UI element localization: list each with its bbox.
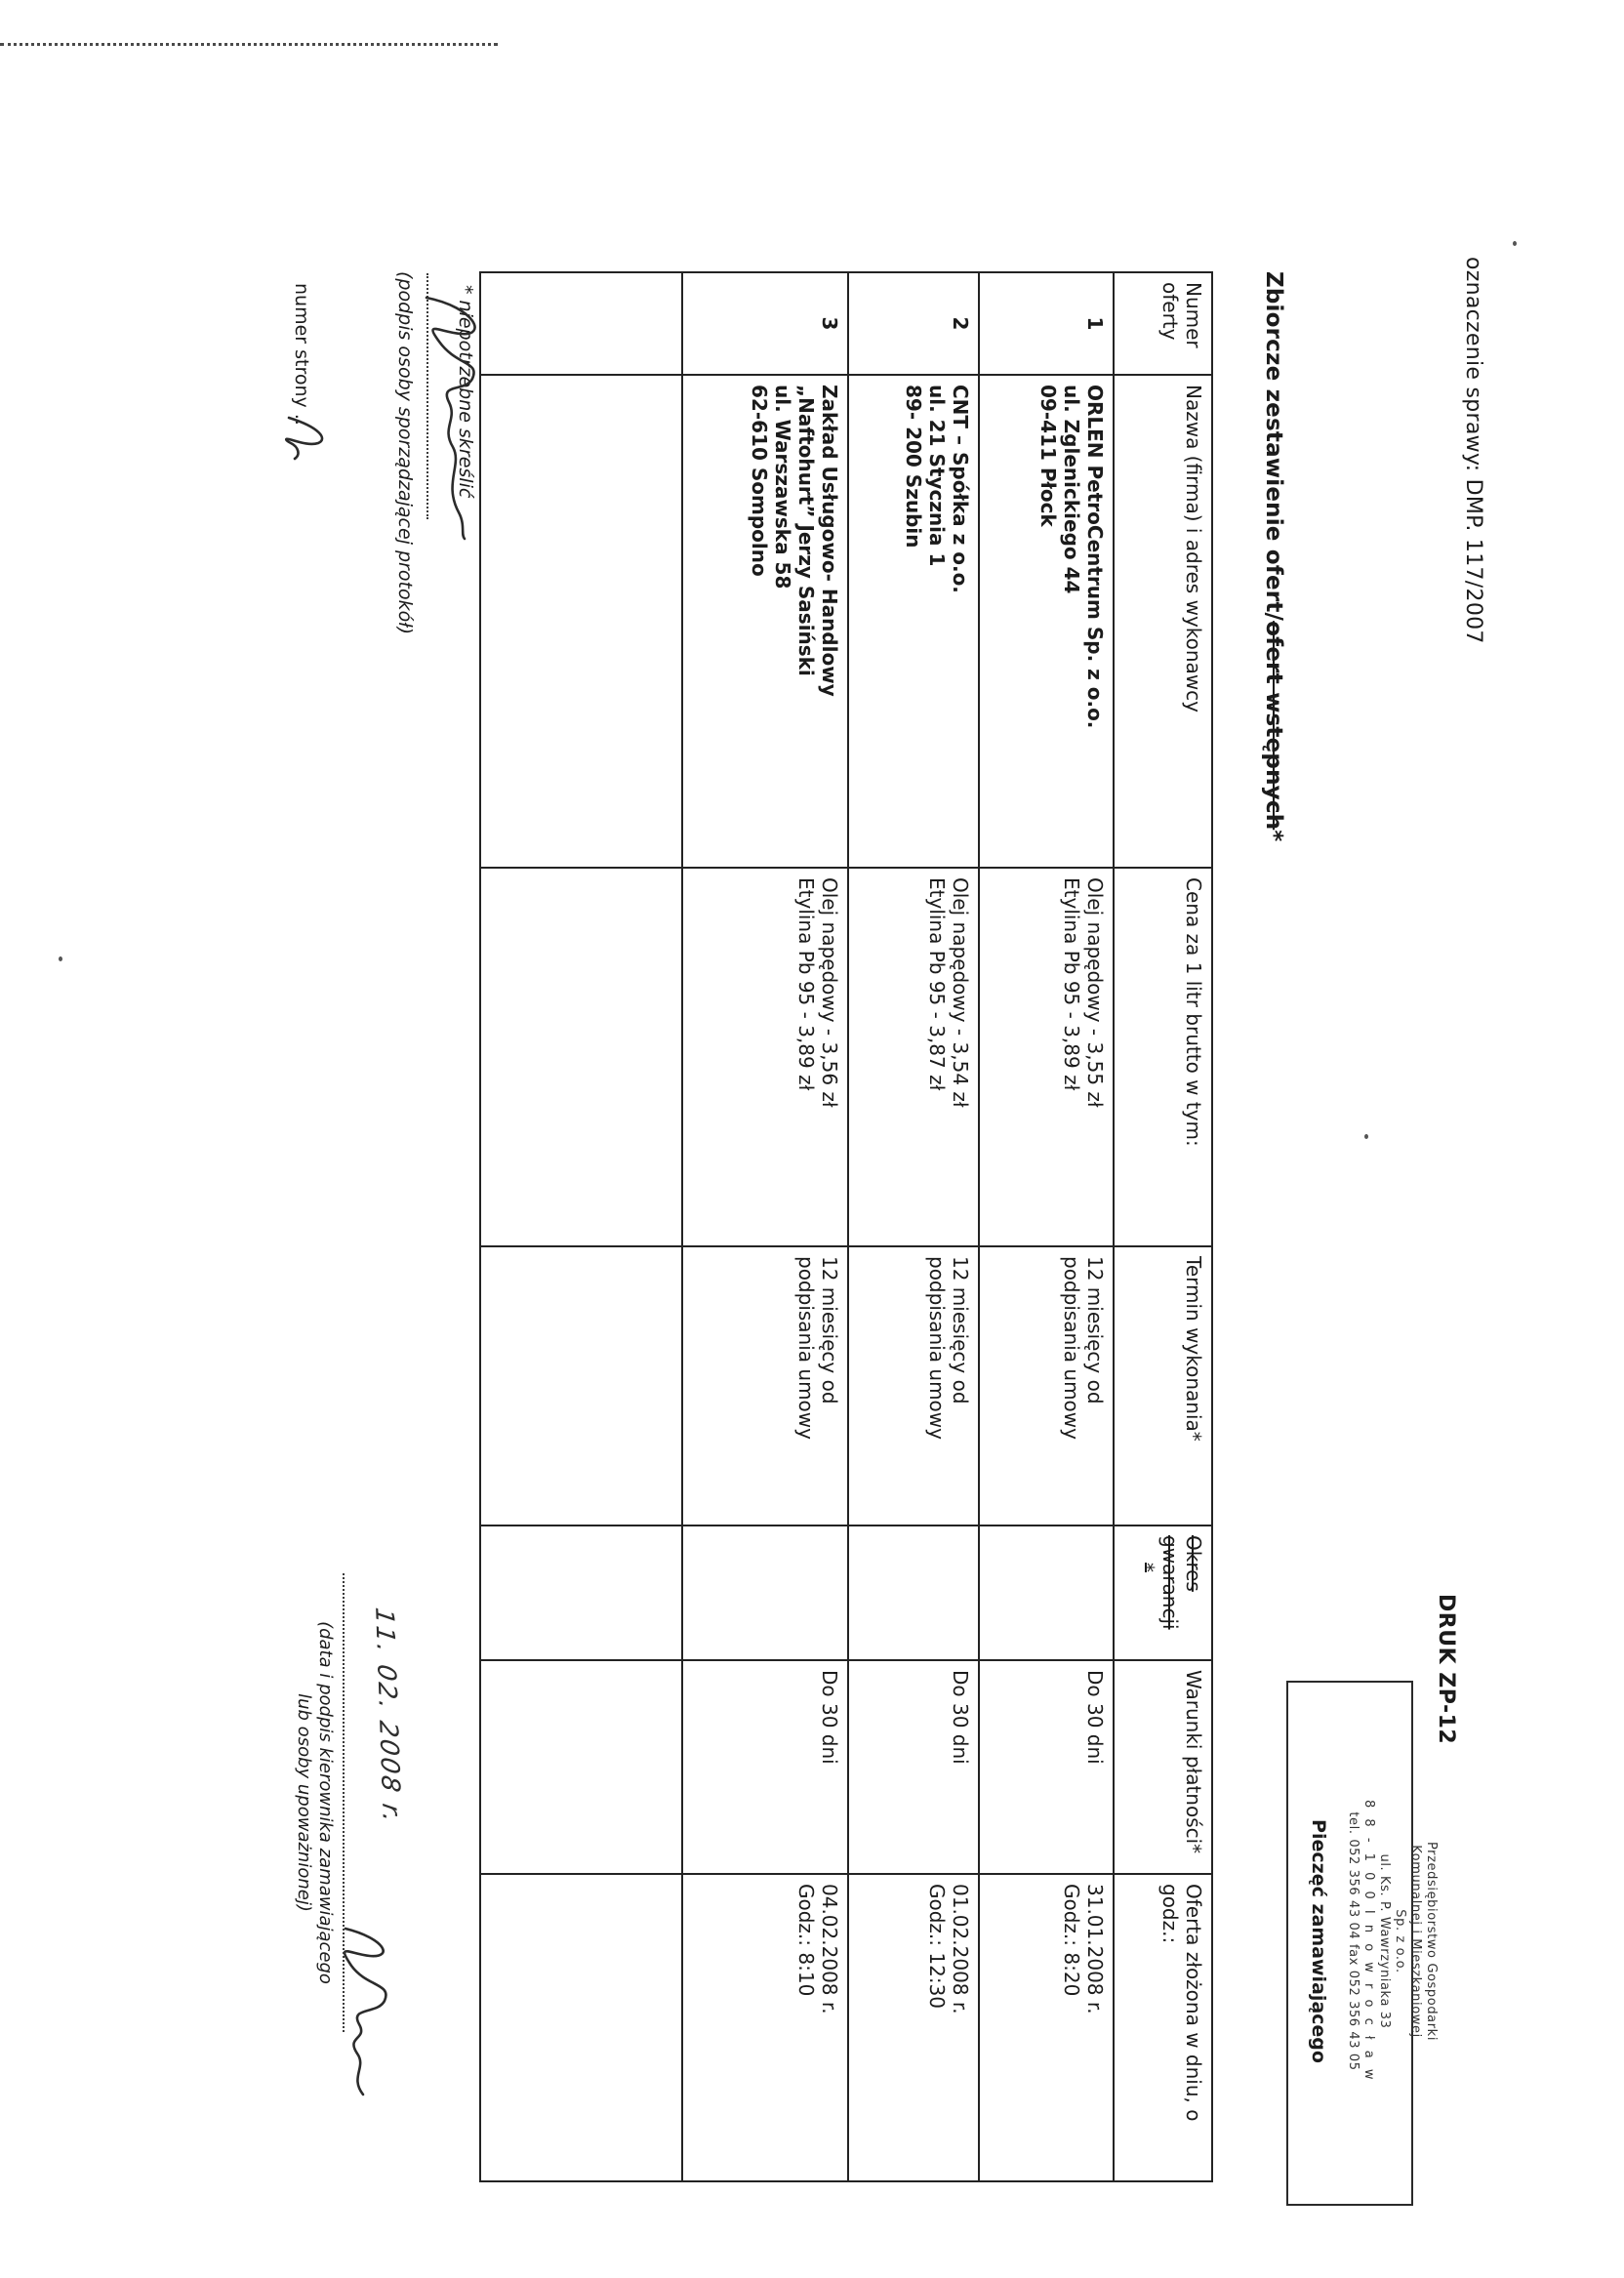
cell-term: 12 miesięcy od podpisania umowy [979, 1246, 1114, 1525]
cell-warranty [682, 1525, 848, 1660]
price-line: Olej napędowy - 3,56 zł [818, 877, 841, 1108]
right-signature-caption [293, 1573, 336, 2032]
company-line: ul. Warszawska 58 [771, 385, 794, 590]
cell-price [480, 868, 682, 1246]
price-line: Olej napędowy - 3,54 zł [949, 877, 972, 1108]
company-line: Zakład Usługowo- Handlowy [818, 385, 841, 697]
signature-scribble-icon [412, 283, 500, 547]
column-header-cena: Cena za 1 litr brutto w tym: [1114, 868, 1212, 1246]
cell-payment: Do 30 dni [682, 1660, 848, 1874]
table-row [848, 272, 979, 2181]
cell-payment: Do 30 dni [848, 1660, 979, 1874]
right-caption-line: lub osoby upoważnionej) [294, 1693, 314, 1912]
okres-label-struck: Okres gwarancji [1158, 1535, 1205, 1630]
scan-speck [1364, 1134, 1368, 1139]
cell-price [848, 868, 979, 1246]
footnote: * niepotrzebne skreślić [455, 285, 476, 499]
company-stamp [1345, 1681, 1439, 2202]
cell-submitted [682, 1874, 848, 2181]
cell-offer-number: 2 [848, 272, 979, 375]
cell-price [979, 868, 1114, 1246]
company-line: ORLEN PetroCentrum Sp. z o.o. [1083, 385, 1107, 729]
table-header-row [1114, 272, 1212, 2181]
stamp-caption: Pieczęć zamawiającego [1308, 1819, 1329, 2063]
title-struck-part: ofert wstępnych [1261, 621, 1286, 831]
right-signature-dotted-line [343, 1573, 345, 2032]
cell-offer-number: 3 [682, 272, 848, 375]
handwritten-date: 11. 02. 2008 r. [369, 1606, 406, 1826]
cell-offer-number: 1 [979, 272, 1114, 375]
submitted-line: Godz.: 8:20 [1060, 1884, 1083, 1997]
scan-speck [59, 956, 62, 961]
cell-submitted [979, 1874, 1114, 2181]
cell-term [480, 1246, 682, 1525]
case-label: oznaczenie sprawy: DMP. 117/2007 [1461, 257, 1485, 644]
left-signature-caption: (podpis osoby sporządzającej protokół) [394, 271, 416, 635]
cell-payment [480, 1660, 682, 1874]
price-line: Etylina Pb 95 - 3,89 zł [794, 877, 818, 1091]
table-row [682, 272, 848, 2181]
stamp-line: Komunalnej i Mieszkaniowej [1408, 1845, 1423, 2038]
submitted-line: 31.01.2008 r. [1083, 1884, 1107, 2014]
company-line: 62-610 Sompolno [748, 385, 771, 577]
stamp-line: Sp. z o.o. [1393, 1909, 1407, 1973]
cell-company [848, 375, 979, 868]
cell-warranty [979, 1525, 1114, 1660]
cell-company [480, 375, 682, 868]
page-number-label: numer strony .. [291, 283, 312, 426]
company-line: ul. 21 Stycznia 1 [925, 385, 949, 567]
price-line: Etylina Pb 95 - 3,87 zł [925, 877, 949, 1091]
company-line: „Naftohurt” Jerzy Sasiński [794, 385, 818, 676]
column-header-termin: Termin wykonania* [1114, 1246, 1212, 1525]
submitted-line: 04.02.2008 r. [818, 1884, 841, 2014]
cell-price [682, 868, 848, 1246]
cell-company [682, 375, 848, 868]
table-row [480, 272, 682, 2181]
okres-asterisk: * [1135, 1563, 1158, 1572]
cell-payment: Do 30 dni [979, 1660, 1114, 1874]
submitted-line: 01.02.2008 r. [949, 1884, 972, 2014]
stamp-line: tel. 052 356 43 04 fax 052 356 43 05 [1346, 1811, 1360, 2071]
column-header-warunki: Warunki płatności* [1114, 1660, 1212, 1874]
stamp-line: 8 8 - 1 0 0 I n o w r o c ł a w [1361, 1800, 1376, 2083]
column-header-okres [1114, 1525, 1212, 1660]
title-asterisk: * [1261, 830, 1286, 842]
stamp-line: Przedsiębiorstwo Gospodarki [1424, 1841, 1439, 2042]
title-prefix: Zbiorcze zestawienie ofert/ [1261, 271, 1286, 622]
scan-speck [1513, 241, 1517, 246]
cell-warranty [848, 1525, 979, 1660]
price-line: Olej napędowy - 3,55 zł [1083, 877, 1107, 1108]
company-line: ul. Zglenickiego 44 [1060, 385, 1083, 594]
price-line: Etylina Pb 95 - 3,89 zł [1060, 877, 1083, 1091]
stamp-line: ul. Ks. P. Wawrzyniaka 33 [1377, 1853, 1392, 2029]
handwritten-page-mark-icon [281, 410, 334, 465]
column-header-numer: Numer oferty [1114, 272, 1212, 375]
page-title [1261, 271, 1286, 842]
column-header-oferta: Oferta złożona w dniu, o godz.: [1114, 1874, 1212, 2181]
company-line: 09-411 Płock [1036, 385, 1060, 527]
cell-term: 12 miesięcy od podpisania umowy [848, 1246, 979, 1525]
cell-warranty [480, 1525, 682, 1660]
right-caption-line: (data i podpis kierownika zamawiającego [315, 1621, 336, 1984]
submitted-line: Godz.: 8:10 [794, 1884, 818, 1997]
cell-submitted [480, 1874, 682, 2181]
cell-offer-number [480, 272, 682, 375]
offers-table [479, 271, 1213, 2182]
form-label: DRUK ZP-12 [1434, 1594, 1458, 1745]
scan-edge-artifact [0, 43, 498, 46]
company-line: 89- 200 Szubin [902, 385, 925, 549]
cell-submitted [848, 1874, 979, 2181]
cell-company [979, 375, 1114, 868]
submitted-line: Godz.: 12:30 [925, 1884, 949, 2010]
company-line: CNT – Spółka z o.o. [949, 385, 972, 593]
column-header-nazwa: Nazwa (firma) i adres wykonawcy [1114, 375, 1212, 868]
cell-term: 12 miesięcy od podpisania umowy [682, 1246, 848, 1525]
table-row [979, 272, 1114, 2181]
